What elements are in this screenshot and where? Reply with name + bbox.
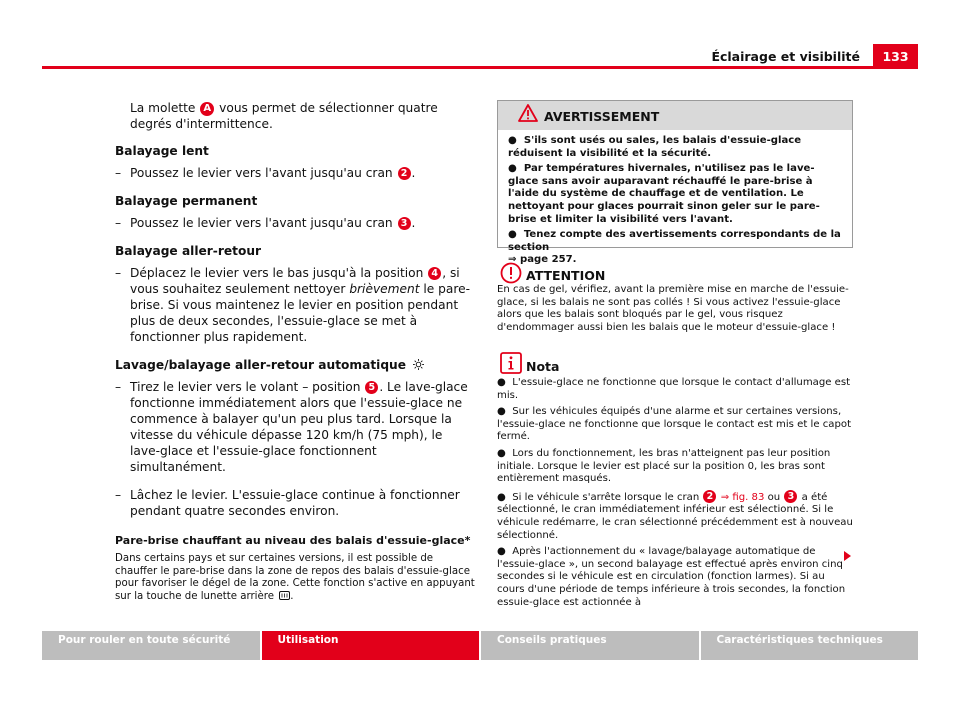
note-title: Nota <box>526 359 560 374</box>
badge-3: 3 <box>784 490 797 503</box>
badge-4: 4 <box>428 267 441 280</box>
intro-paragraph: La molette A vous permet de sélectionner quatre degrés d'intermittence. <box>130 101 438 131</box>
heading-balayage-lent: Balayage lent <box>115 144 209 158</box>
warning-triangle-icon <box>518 104 538 122</box>
warning-header <box>498 101 852 130</box>
figure-reference-link[interactable]: ⇒ fig. 83 <box>720 491 765 503</box>
heading-balayage-permanent: Balayage permanent <box>115 194 258 208</box>
note-bullet: ● Lors du fonctionnement, les bras n'atteignent pas leur position initiale. Lorsque le levier est placé sur la position 0, les bras sont entièrement masqués. <box>497 447 831 485</box>
attention-text: En cas de gel, vérifiez, avant la première mise en marche de l'essuie-glace, si les balais ne sont pas collés ! Si vous activez l'essuie-glace alors que les balais sont bloqués par le gel, vous risquez d'endommager aussi bien les balais que le moteur d'essuie-glace ! <box>497 284 849 333</box>
warning-bullet: ● S'ils sont usés ou sales, les balais d'essuie-glace réduisent la visibilité et la sécurité. <box>508 135 802 159</box>
list-item: – Déplacez le levier vers le bas jusqu'à la position 4 , si vous souhaitez seulement nettoyer brièvement le pare-brise. Si vous maintenez le levier en position pendant plus de deux secondes, l'essuie-glace se met à fonctionner plus rapidement. <box>115 265 475 345</box>
warning-bullet: ● Tenez compte des avertissements correspondants de la section ⇒ page 257. <box>508 229 841 266</box>
note-bullet: ● Sur les véhicules équipés d'une alarme et sur certaines versions, l'essuie-glace ne fonctionne que lorsque le contact est mis et le capot fermé. <box>497 406 852 443</box>
heading-lavage-automatique: Lavage/balayage aller-retour automatique <box>115 357 475 373</box>
note-bullet: ● L'essuie-glace ne fonctionne que lorsque le contact d'allumage est mis. <box>497 377 851 401</box>
sun-icon <box>413 359 424 370</box>
list-item: – Poussez le levier vers l'avant jusqu'au cran 3 . <box>115 215 475 231</box>
note-body <box>497 377 853 613</box>
attention-title: ATTENTION <box>526 268 606 283</box>
tab-utilisation[interactable]: Utilisation <box>262 631 480 660</box>
warning-body <box>498 130 852 267</box>
left-column <box>115 100 475 603</box>
tab-conseils[interactable]: Conseils pratiques <box>481 631 699 660</box>
heading-balayage-aller-retour: Balayage aller-retour <box>115 244 262 258</box>
tab-caracteristiques[interactable]: Caractéristiques techniques <box>701 631 919 660</box>
note-bullet: ● Si le véhicule s'arrête lorsque le cran 2 ⇒ fig. 83 ou 3 a été sélectionné, le cran immédiatement inférieur est sélectionné. Si le véhicule redémarre, le cran sélectionné précédemment est à nouveau sélectionné. <box>497 490 853 541</box>
badge-a: A <box>200 102 214 116</box>
rear-window-heater-icon <box>279 591 290 600</box>
section-title: Éclairage et visibilité <box>711 49 860 64</box>
list-item: – Tirez le levier vers le volant – position 5 . Le lave-glace fonctionne immédiatement alors que l'essuie-glace ne commence à balayer qu'un peu plus tard. Lorsque la vitesse du véhicule dépasse 120 km/h (75 mph), le lave-glace et l'essuie-glace fonctionnent simultanément. <box>115 379 475 475</box>
page-reference[interactable]: ⇒ page 257. <box>508 254 577 266</box>
badge-5: 5 <box>365 381 378 394</box>
subsection-title: Pare-brise chauffant au niveau des balais d'essuie-glace* <box>115 534 471 547</box>
footer-nav <box>42 631 918 660</box>
page-number: 133 <box>873 44 918 69</box>
list-item: – Lâchez le levier. L'essuie-glace continue à fonctionner pendant quatre secondes environ. <box>115 487 475 519</box>
header-rule <box>42 66 918 69</box>
list-item: – Poussez le levier vers l'avant jusqu'au cran 2 . <box>115 165 475 181</box>
warning-title: AVERTISSEMENT <box>544 109 660 124</box>
continue-arrow-icon <box>844 551 851 561</box>
note-bullet: ● Après l'actionnement du « lavage/balayage automatique de l'essuie-glace », un second balayage est effectué après environ cinq secondes si le véhicule est en circulation (fonction larmes). Si au cours d'une période de temps inférieure à trois secondes, la fonction essuie-glace est actionnée à <box>497 546 846 608</box>
badge-2: 2 <box>398 167 411 180</box>
attention-icon <box>500 262 522 284</box>
badge-2: 2 <box>703 490 716 503</box>
warning-bullet: ● Par températures hivernales, n'utilisez pas le lave-glace sans avoir auparavant réchauffé le pare-brise à l'aide du système de chauffage et de ventilation. Le nettoyant pour glaces pourrait sinon geler sur le pare-brise et limiter la visibilité vers l'avant. <box>508 163 820 225</box>
info-note-icon <box>500 352 522 374</box>
warning-box <box>497 100 853 266</box>
subsection-text: Dans certains pays et sur certaines versions, il est possible de chauffer le pare-brise dans la zone de repos des balais d'essuie-glace pour favoriser le dégel de la zone. Cette fonction s'active en appuyant sur la touche de lunette arrière . <box>115 553 475 602</box>
badge-3: 3 <box>398 217 411 230</box>
tab-securite[interactable]: Pour rouler en toute sécurité <box>42 631 260 660</box>
